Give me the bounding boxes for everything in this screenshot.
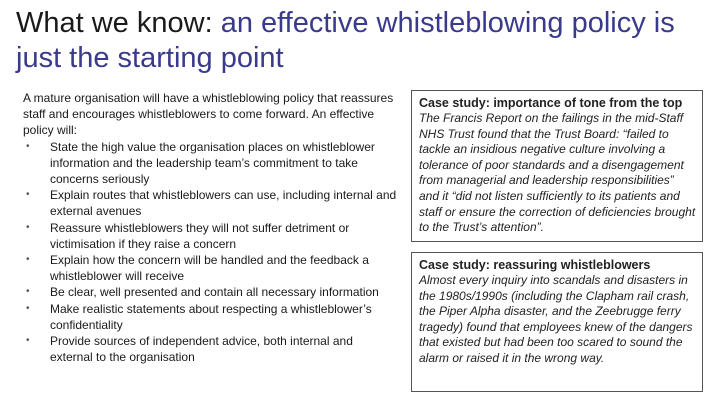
- bullet-item: [23, 252, 398, 284]
- bullet-text: State the high value the organisation places on whistleblower information and the leadership team’s commitment to take concerns seriously: [50, 139, 375, 187]
- title-lead: What we know:: [16, 7, 213, 39]
- case-study-heading: Case study: reassuring whistleblowers: [419, 258, 651, 272]
- intro-text: A mature organisation will have a whistleblowing policy that reassures staff and encourages whistleblowers to come forward. An effective policy will:: [23, 91, 394, 138]
- bullet-item: [23, 139, 398, 188]
- bullet-text: Provide sources of independent advice, both internal and external to the organisation: [50, 334, 353, 365]
- bullet-item: [23, 220, 398, 252]
- bullet-dot-icon: •: [26, 286, 30, 298]
- bullet-dot-icon: •: [26, 254, 30, 266]
- bullet-item: [23, 284, 398, 300]
- case-study-box-reassuring: [411, 252, 703, 392]
- case-study-heading: Case study: importance of tone from the top: [419, 96, 683, 110]
- policy-description: [23, 90, 398, 365]
- case-study-body: The Francis Report on the failings in the mid-Staff NHS Trust found that the Trust Board: “failed to tackle an insidious negative culture involving a tolerance of poor standards and a disengagement from managerial and leadership responsibilities” and it “did not listen sufficiently to its patients and staff or ensure the correction of deficiencies brought to the Trust’s attention”.: [419, 111, 696, 235]
- bullet-text: Explain routes that whistleblowers can use, including internal and external avenues: [50, 188, 397, 219]
- case-study-body: Almost every inquiry into scandals and disasters in the 1980s/1990s (including the Clapham rail crash, the Piper Alpha disaster, and the Zeebrugge ferry tragedy) found that employees knew of the dangers that existed but had been too scared to sound the alarm or raised it in the wrong way.: [419, 273, 693, 365]
- bullet-text: Make realistic statements about respecting a whistleblower’s confidentiality: [50, 301, 372, 332]
- policy-bullet-list: [23, 139, 398, 366]
- bullet-item: [23, 187, 398, 219]
- title-accent: an effective whistleblowing policy is just the starting point: [16, 7, 675, 74]
- bullet-dot-icon: •: [26, 221, 30, 233]
- bullet-item: [23, 301, 398, 333]
- bullet-dot-icon: •: [26, 302, 30, 314]
- bullet-dot-icon: •: [26, 335, 30, 347]
- bullet-dot-icon: •: [26, 189, 30, 201]
- bullet-text: Be clear, well presented and contain all necessary information: [50, 285, 379, 300]
- page-title: [16, 6, 706, 76]
- bullet-text: Reassure whistleblowers they will not suffer detriment or victimisation if they raise a concern: [50, 220, 350, 251]
- bullet-item: [23, 333, 398, 365]
- bullet-text: Explain how the concern will be handled and the feedback a whistleblower will receive: [50, 253, 369, 284]
- bullet-dot-icon: •: [26, 140, 30, 152]
- case-study-box-tone: [411, 90, 703, 242]
